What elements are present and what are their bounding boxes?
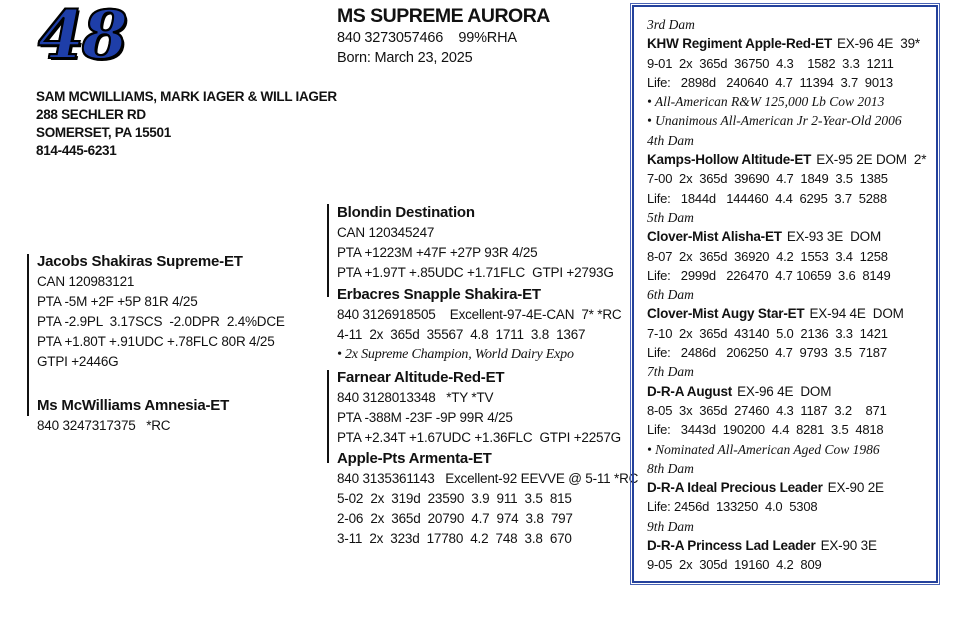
dam-score: EX-94 4E DOM xyxy=(809,306,904,322)
animal-birthdate: Born: March 23, 2025 xyxy=(337,50,473,66)
pedigree-section-sire xyxy=(37,252,285,372)
dam-name: Clover-Mist Augy Star-ET xyxy=(647,306,805,322)
dam-name: KHW Regiment Apple-Red-ET xyxy=(647,36,832,52)
section-line: 840 3128013348 *TY *TV xyxy=(337,390,494,405)
dam-history-content xyxy=(634,7,936,575)
dam-entry xyxy=(647,15,924,131)
dam-entry xyxy=(647,362,924,458)
section-header: Jacobs Shakiras Supreme-ET xyxy=(37,253,243,270)
dam-record-line: 7-00 2x 365d 39690 4.7 1849 3.5 1385 xyxy=(647,171,888,187)
dam-record-line: Life: 2999d 226470 4.7 10659 3.6 8149 xyxy=(647,267,891,283)
pedigree-section-sire-sire xyxy=(337,203,614,283)
dam-name-line xyxy=(647,227,924,246)
section-line: 840 3126918505 Excellent-97-4E-CAN 7* *RC xyxy=(337,307,622,322)
section-line: 3-11 2x 323d 17780 4.2 748 3.8 670 xyxy=(337,531,572,546)
animal-header xyxy=(337,4,550,68)
dam-label: 5th Dam xyxy=(647,209,694,225)
dam-score: EX-90 3E xyxy=(820,538,877,554)
dam-label: 4th Dam xyxy=(647,132,694,148)
section-line: 5-02 2x 319d 23590 3.9 911 3.5 815 xyxy=(337,491,572,506)
section-line: PTA +1223M +47F +27P 93R 4/25 xyxy=(337,245,538,260)
dam-record-line: 9-05 2x 305d 19160 4.2 809 xyxy=(647,557,822,573)
dam-name: Clover-Mist Alisha-ET xyxy=(647,229,782,245)
dam-score: EX-96 4E 39* xyxy=(837,36,920,52)
dam-name: Kamps-Hollow Altitude-ET xyxy=(647,152,812,168)
dam-note: • All-American R&W 125,000 Lb Cow 2013 xyxy=(647,94,885,110)
pedigree-section-dam-dam xyxy=(337,449,638,549)
consignor-name: SAM MCWILLIAMS, MARK IAGER & WILL IAGER xyxy=(36,89,337,104)
dam-label: 9th Dam xyxy=(647,518,694,534)
dam-record-line: Life: 2486d 206250 4.7 9793 3.5 7187 xyxy=(647,345,887,361)
dam-entry xyxy=(647,459,924,517)
section-header: Blondin Destination xyxy=(337,204,475,221)
section-line: PTA -5M +2F +5P 81R 4/25 xyxy=(37,294,198,309)
dam-record-line: Life: 1844d 144460 4.4 6295 3.7 5288 xyxy=(647,190,887,206)
dam-record-line: 7-10 2x 365d 43140 5.0 2136 3.3 1421 xyxy=(647,325,888,341)
section-header: Ms McWilliams Amnesia-ET xyxy=(37,397,230,414)
pedigree-section-dam-sire xyxy=(337,368,621,448)
dam-label: 8th Dam xyxy=(647,460,694,476)
consignor-block xyxy=(36,88,337,160)
section-line: PTA +1.80T +.91UDC +.78FLC 80R 4/25 xyxy=(37,334,275,349)
pedigree-bracket-mid-bottom xyxy=(327,370,329,463)
dam-label: 6th Dam xyxy=(647,287,694,303)
dam-record-line: 9-01 2x 365d 36750 4.3 1582 3.3 1211 xyxy=(647,55,894,71)
dam-record-line: 8-05 3x 365d 27460 4.3 1187 3.2 871 xyxy=(647,402,887,418)
dam-name: D-R-A August xyxy=(647,383,733,399)
section-header: Erbacres Snapple Shakira-ET xyxy=(337,286,541,303)
dam-note: • Unanimous All-American Jr 2-Year-Old 2006 xyxy=(647,113,902,129)
consignor-address-line2: SOMERSET, PA 15501 xyxy=(36,125,171,140)
dam-score: EX-90 2E xyxy=(827,480,884,496)
dam-name: D-R-A Ideal Precious Leader xyxy=(647,480,823,496)
dam-history-box xyxy=(632,5,938,583)
dam-entry xyxy=(647,285,924,362)
dam-record-line: Life: 2898d 240640 4.7 11394 3.7 9013 xyxy=(647,74,893,90)
dam-entry xyxy=(647,131,927,208)
section-line: PTA +2.34T +1.67UDC +1.36FLC GTPI +2257G xyxy=(337,430,621,445)
section-header: Farnear Altitude-Red-ET xyxy=(337,369,505,386)
section-line: PTA -2.9PL 3.17SCS -2.0DPR 2.4%DCE xyxy=(37,314,285,329)
section-line: 840 3135361143 Excellent-92 EEVVE @ 5-11 *RC xyxy=(337,471,639,486)
animal-registration: 840 3273057466 99%RHA xyxy=(337,30,517,46)
dam-record-line: Life: 3443d 190200 4.4 8281 3.5 4818 xyxy=(647,422,884,438)
dam-score: EX-95 2E DOM 2* xyxy=(816,152,927,168)
animal-name: MS SUPREME AURORA xyxy=(337,5,550,27)
pedigree-section-sire-dam xyxy=(337,285,621,365)
dam-record-line: 8-07 2x 365d 36920 4.2 1553 3.4 1258 xyxy=(647,248,888,264)
dam-name-line xyxy=(647,150,927,169)
consignor-address-line1: 288 SECHLER RD xyxy=(36,107,146,122)
dam-score: EX-93 3E DOM xyxy=(786,229,882,245)
section-line: CAN 120345247 xyxy=(337,225,435,240)
pedigree-section-dam xyxy=(37,396,229,436)
section-note: • 2x Supreme Champion, World Dairy Expo xyxy=(337,347,574,362)
dam-entry xyxy=(647,517,924,575)
section-line: 2-06 2x 365d 20790 4.7 974 3.8 797 xyxy=(337,511,573,526)
section-line: CAN 120983121 xyxy=(37,274,135,289)
pedigree-bracket-mid-top xyxy=(327,204,329,297)
section-line: PTA +1.97T +.85UDC +1.71FLC GTPI +2793G xyxy=(337,265,614,280)
dam-entry xyxy=(647,208,924,285)
pedigree-bracket-left xyxy=(27,254,29,416)
section-header: Apple-Pts Armenta-ET xyxy=(337,450,492,467)
dam-name-line xyxy=(647,304,924,323)
section-line: 4-11 2x 365d 35567 4.8 1711 3.8 1367 xyxy=(337,327,586,342)
section-line: GTPI +2446G xyxy=(37,354,119,369)
dam-name: D-R-A Princess Lad Leader xyxy=(647,538,816,554)
dam-name-line xyxy=(647,34,924,53)
dam-name-line xyxy=(647,382,924,401)
lot-number: 48 xyxy=(38,0,126,74)
dam-label: 7th Dam xyxy=(647,364,694,380)
dam-note: • Nominated All-American Aged Cow 1986 xyxy=(647,441,880,457)
dam-label: 3rd Dam xyxy=(647,17,695,32)
section-line: 840 3247317375 *RC xyxy=(37,418,171,433)
dam-name-line xyxy=(647,478,924,497)
section-line: PTA -388M -23F -9P 99R 4/25 xyxy=(337,410,513,425)
dam-record-line: Life: 2456d 133250 4.0 5308 xyxy=(647,499,818,515)
dam-name-line xyxy=(647,536,924,555)
dam-score: EX-96 4E DOM xyxy=(737,383,832,399)
consignor-phone: 814-445-6231 xyxy=(36,143,117,158)
